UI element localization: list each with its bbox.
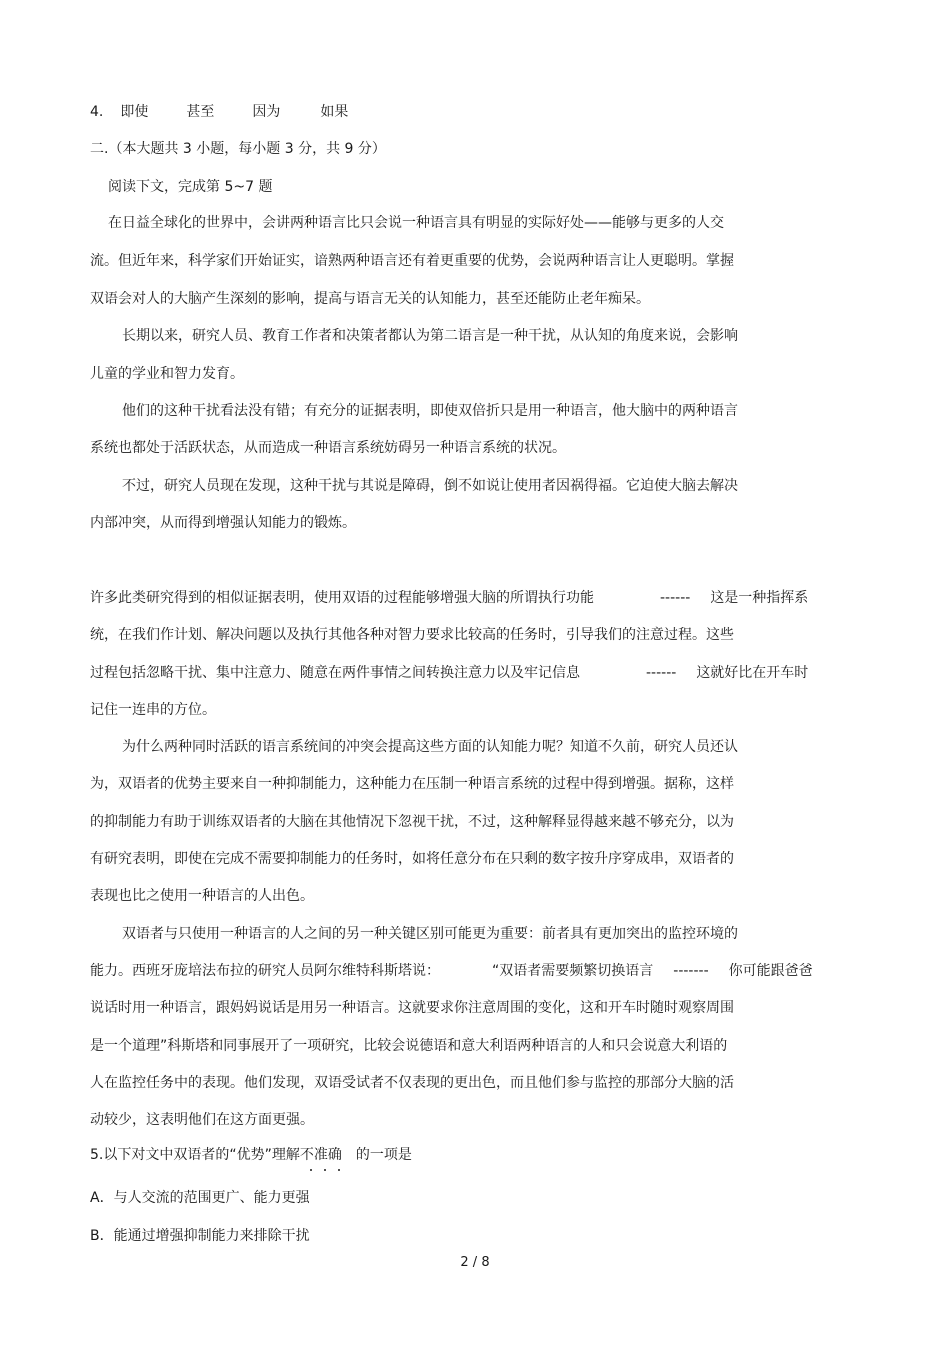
page-number: 2 / 8 <box>460 1255 490 1270</box>
dash-segment: ------- <box>673 963 709 979</box>
paragraph-line: 他们的这种干扰看法没有错；有充分的证据表明，即使双倍折只是用一种语言，他大脑中的两种语言 <box>122 403 738 419</box>
question-5-stem <box>90 1146 342 1164</box>
q4-option-2: 甚至 <box>186 104 215 120</box>
emphasis-dot <box>310 1169 312 1171</box>
q4-option-4: 如果 <box>320 104 349 120</box>
q4-option-3: 因为 <box>252 104 281 120</box>
q4-option-1: 即使 <box>120 104 149 120</box>
dash-segment: ------ <box>646 665 677 681</box>
section-heading: 二.（本大题共 3 小题，每小题 3 分，共 9 分） <box>90 141 386 157</box>
question-5-suffix: 的一项是 <box>355 1147 412 1163</box>
paragraph-line: 内部冲突，从而得到增强认知能力的锻炼。 <box>90 515 356 531</box>
paragraph-line: 人在监控任务中的表现。他们发现，双语受试者不仅表现的更出色，而且他们参与监控的那部分大脑的活 <box>90 1075 734 1091</box>
paragraph-line: 的抑制能力有助于训练双语者的大脑在其他情况下忽视干扰，不过，这种解释显得越来越不够充分，以为 <box>90 814 734 830</box>
reading-instruction: 阅读下文，完成第 5~7 题 <box>108 179 273 195</box>
paragraph-line: 为什么两种同时活跃的语言系统间的冲突会提高这些方面的认知能力呢？知道不久前，研究人员还认 <box>122 739 738 755</box>
text-segment: 这是一种指挥系 <box>710 590 809 606</box>
q4-options <box>90 103 348 121</box>
text-segment: 许多此类研究得到的相似证据表明，使用双语的过程能够增强大脑的所谓执行功能 <box>90 590 594 606</box>
option-b: B．能通过增强抑制能力来排除干扰 <box>90 1228 310 1244</box>
question-5-prefix: 5.以下对文中双语者的“优势”理解不准确 <box>90 1147 342 1163</box>
dash-segment: ------ <box>660 590 691 606</box>
option-a: A．与人交流的范围更广、能力更强 <box>90 1190 310 1206</box>
paragraph-line: 为，双语者的优势主要来自一种抑制能力，这种能力在压制一种语言系统的过程中得到增强。据称，这样 <box>90 776 734 792</box>
paragraph-line: 有研究表明，即使在完成不需要抑制能力的任务时，如将任意分布在只剩的数字按升序穿成串，双语者的 <box>90 851 734 867</box>
paragraph-line: 长期以来，研究人员、教育工作者和决策者都认为第二语言是一种干扰，从认知的角度来说，会影响 <box>122 328 738 344</box>
paragraph-line: 统，在我们作计划、解决问题以及执行其他各种对智力要求比较高的任务时，引导我们的注意过程。这些 <box>90 627 734 643</box>
paragraph-line: 不过，研究人员现在发现，这种干扰与其说是障碍，倒不如说让使用者因祸得福。它迫使大脑去解决 <box>122 478 738 494</box>
paragraph-line: 双语者与只使用一种语言的人之间的另一种关键区别可能更为重要：前者具有更加突出的监控环境的 <box>122 926 738 942</box>
paragraph-line: 流。但近年来，科学家们开始证实，谙熟两种语言还有着更重要的优势，会说两种语言让人更聪明。掌握 <box>90 253 734 269</box>
paragraph-line <box>90 589 808 607</box>
paragraph-line: 表现也比之使用一种语言的人出色。 <box>90 888 314 904</box>
paragraph-line: 系统也都处于活跃状态，从而造成一种语言系统妨碍另一种语言系统的状况。 <box>90 440 566 456</box>
question-5 <box>90 1146 412 1164</box>
paragraph-line: 双语会对人的大脑产生深刻的影响，提高与语言无关的认知能力，甚至还能防止老年痴呆。 <box>90 291 650 307</box>
paragraph-line <box>90 664 808 682</box>
paragraph-line: 说话时用一种语言，跟妈妈说话是用另一种语言。这就要求你注意周围的变化，这和开车时随时观察周围 <box>90 1000 734 1016</box>
text-segment: 过程包括忽略干扰、集中注意力、随意在两件事情之间转换注意力以及牢记信息 <box>90 665 580 681</box>
emphasis-dot <box>324 1169 326 1171</box>
paragraph-line: 动较少，这表明他们在这方面更强。 <box>90 1112 314 1128</box>
paragraph-line: 是一个道理”科斯塔和同事展开了一项研究，比较会说德语和意大利语两种语言的人和只会说意大利语的 <box>90 1038 728 1054</box>
text-segment: 能力。西班牙庞培法布拉的研究人员阿尔维特科斯塔说： <box>90 963 440 979</box>
paragraph-line: 儿童的学业和智力发育。 <box>90 366 244 382</box>
quote-segment: “双语者需要频繁切换语言 <box>492 963 654 979</box>
emphasis-dot <box>338 1169 340 1171</box>
q4-number: 4. <box>90 104 104 120</box>
text-segment: 这就好比在开车时 <box>696 665 809 681</box>
paragraph-line: 记住一连串的方位。 <box>90 702 216 718</box>
text-segment: 你可能跟爸爸 <box>728 963 813 979</box>
paragraph-line: 在日益全球化的世界中，会讲两种语言比只会说一种语言具有明显的实际好处——能够与更多的人交 <box>108 215 724 231</box>
paragraph-line <box>90 962 813 980</box>
